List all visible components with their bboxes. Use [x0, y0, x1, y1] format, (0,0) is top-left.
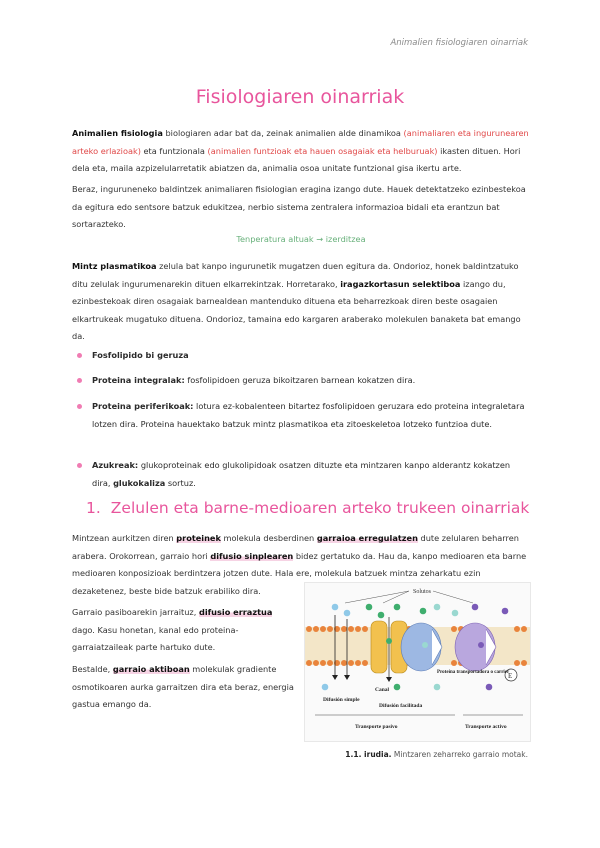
text: glukoproteinak edo glukolipidoak osatzen dituzte eta mintzaren kanpo alderantz kokatzen dira, — [92, 460, 511, 488]
term: iragazkortasun selektiboa — [340, 278, 461, 289]
text: lotura ez-kobalenteen bitartez fosfolipidoen geruzara edo proteina integraletara lotzen dira. Proteina hauektako batzuk mintz plasmatikoa eta zitoeskeletoa lotzeko funtzioa dute. — [92, 401, 525, 429]
center-note: Tenperatura altuak → izerditzea — [236, 234, 366, 244]
term: glukokaliza — [113, 477, 166, 488]
bullet-icon — [77, 463, 82, 468]
bullet-icon — [77, 404, 82, 409]
solutes-outside — [332, 604, 509, 619]
text: izango du, ezinbestekoak diren osagaiak barnealdean mantenduko dituena eta beharrezkoak diren beste osagaien elkartrukeak mugatuko dituena. Ondorioz, tamaina edo kargaren araberako molekulen banaketa bat emango da. — [72, 278, 521, 341]
pointer-line — [433, 591, 473, 603]
paragraph-facilitated — [72, 604, 294, 657]
energy-label: E — [508, 672, 513, 680]
paragraph-active — [72, 661, 294, 714]
text: fosfolipidoen geruza bikoitzaren barnean kokatzen dira. — [184, 375, 416, 385]
text: dute zelularen beharren arabera. Orokorrean, garraio hori — [72, 533, 519, 561]
section-number: 1. — [86, 499, 101, 517]
carrier-label: Proteína transportadora o carrier — [437, 670, 510, 675]
transporte-activo-label: Transporte activo — [465, 724, 507, 730]
canal-label: Canal — [375, 687, 390, 693]
running-header: Animalien fisiologiaren oinarriak — [390, 38, 528, 48]
paragraph-intro — [72, 125, 530, 178]
text: biologiaren adar bat da, zeinak animalien alde dinamikoa — [162, 128, 404, 138]
solutes-inside — [322, 684, 493, 691]
term: Proteina integralak: — [92, 375, 185, 385]
difusion-facilitada-label: Difusión facilitada — [379, 703, 423, 709]
term: difusio sinplearen — [210, 550, 294, 561]
text: dago. Kasu honetan, kanal edo proteina-garraiatzaileak parte hartuko dute. — [72, 624, 239, 652]
term: Fosfolipido bi geruza — [92, 350, 189, 360]
difusion-simple-label: Difusión simple — [323, 697, 360, 703]
section-title: Zelulen eta barne-medioaren arteko trukeen oinarriak — [110, 499, 530, 517]
paragraph-membrane — [72, 258, 530, 346]
term: difusio erraztua — [198, 607, 273, 617]
term: Proteina periferikoak: — [92, 401, 194, 411]
term: Azukreak: — [92, 460, 139, 470]
list-item — [92, 347, 530, 365]
pointer-line — [345, 591, 409, 603]
section-heading — [86, 499, 529, 517]
text: zelula bat kanpo ingurunetik mugatzen duen egitura da. Ondorioz, honek baldintzatuko ditu zelulak ingurumenarekin dituen elkarrekintzak. Horretarako, — [72, 261, 519, 289]
caption-number: 1.1. irudia. — [345, 750, 392, 759]
solutos-label: Solutos — [413, 589, 432, 595]
text: ikasten dituen. Hori dela eta, maila azpizelularretatik abiatzen da, animalia osoa unitate funtzional gisa ikertu arte. — [72, 145, 521, 173]
list-item — [92, 372, 530, 390]
list-item — [92, 398, 530, 433]
bullet-icon — [77, 378, 82, 383]
text: molekula desberdinen — [220, 533, 317, 543]
red-note: (animaliaren eta ingurunearen arteko erlazioak) — [72, 128, 529, 156]
text: molekulak gradiente osmotikoaren aurka garraitzen dira eta beraz, energia gastua emango da. — [72, 664, 294, 709]
text: Garraio pasiboarekin jarraituz, — [72, 607, 199, 617]
caption-text: Mintzaren zeharreko garraio motak. — [391, 750, 528, 759]
term: garraioa erregulatzen — [316, 533, 418, 543]
transporte-pasivo-label: Transporte pasivo — [355, 724, 398, 730]
paragraph-environment: Beraz, inguruneneko baldintzek animaliaren fisiologian eragina izango dute. Hauek detektatzeko ezinbestekoa da egitura edo sentsore batzuk edukitzea, nerbio sistema zentralera informazioa bidali eta erantzun bat sortarazteko. — [72, 184, 526, 229]
text: Mintzean aurkitzen diren — [72, 533, 177, 543]
text: bidez gertatuko da. Hau da, kanpo medioaren eta barne medioaren konposizioak berdintzera jotzen dute. Hala ere, molekula batzuek mintza zeharkatu ezin dezaketenez, beste bide batzuk erabiliko dira. — [72, 550, 527, 596]
page-title: Fisiologiaren oinarriak — [195, 86, 405, 108]
bullet-icon — [77, 353, 82, 358]
term: proteinek — [176, 533, 221, 543]
pointer-line — [383, 591, 409, 603]
list-item — [92, 457, 530, 492]
term: Animalien fisiologia — [72, 128, 163, 138]
term: Mintz plasmatikoa — [72, 261, 157, 271]
transport-figure — [304, 582, 531, 742]
term: garraio aktiboan — [112, 664, 190, 674]
text: eta funtzionala — [140, 145, 208, 156]
text: Bestalde, — [72, 664, 113, 674]
figure-caption — [345, 750, 528, 759]
text: sortuz. — [165, 477, 196, 488]
red-note: (animalien funtzioak eta hauen osagaiak eta helburuak) — [207, 145, 438, 156]
membrane-diagram — [305, 583, 530, 741]
